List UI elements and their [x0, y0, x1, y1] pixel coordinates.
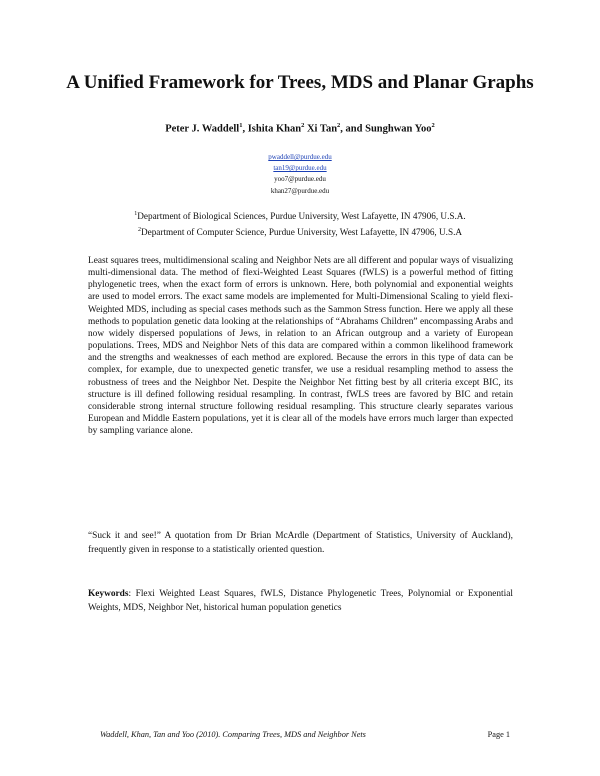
- affiliation-1: [60, 211, 540, 221]
- author-separator: , and: [340, 123, 366, 135]
- author-separator: ,: [242, 123, 248, 135]
- author-name: Sunghwan Yoo: [365, 123, 432, 135]
- affiliation-2: [60, 227, 540, 237]
- author-affiliation-mark: 2: [337, 122, 341, 129]
- epigraph-quote: “Suck it and see!” A quotation from Dr Brian McArdle (Department of Statistics, University of Auckland), frequently given in response to a statistically oriented question.: [88, 531, 513, 555]
- keywords-label: Keywords: [88, 589, 129, 599]
- email-text: yoo7@purdue.edu: [274, 175, 326, 184]
- abstract: Least squares trees, multidimensional scaling and Neighbor Nets are all different and popular ways of visualizing multi-dimensional data. The method of flexi-Weighted Least Squares (fWLS) is a powerful method of fitting phylogenetic trees, when the exact form of errors is unknown. Here, both polynomial and exponential weights are used to model errors. The exact same models are implemented for Multi-Dimensional Scaling to yield flexi-Weighted MDS, including as special cases methods such as the Sammon Stress function. Here we apply all these methods to population genetic data looking at the relationships of “Abrahams Children” encompassing Arabs and now widely dispersed populations of Jews, in relation to an African outgroup and a variety of European populations. Trees, MDS and Neighbor Nets of this data are compared within a common likelihood framework and the strengths and weaknesses of each method are explored. Because the errors in this type of data can be complex, for example, due to unexpected genetic transfer, we use a residual resampling method to assess the robustness of trees and the Neighbor Net. Despite the Neighbor Net fitting best by all criteria except BIC, its structure is ill defined following residual resampling. In contrast, fWLS trees are favored by BIC and retain considerable strong internal structure following residual resampling. This structure clearly separates various European and Middle Eastern populations, yet it is clear all of the models have errors much larger than expected by sampling variance alone.: [88, 256, 513, 437]
- affiliation-text: Department of Biological Sciences, Purdue University, West Lafayette, IN 47906, U.S.A.: [137, 211, 466, 222]
- paper-title: A Unified Framework for Trees, MDS and Planar Graphs: [66, 72, 534, 93]
- author-affiliation-mark: 1: [239, 122, 243, 129]
- author-list: [60, 122, 540, 135]
- email-link[interactable]: tan19@purdue.edu: [273, 164, 327, 173]
- page-number: Page 1: [487, 730, 510, 739]
- page-footer: [100, 730, 510, 739]
- email-text: khan27@purdue.edu: [270, 186, 330, 195]
- author-affiliation-mark: 2: [301, 122, 305, 129]
- author-name: Xi Tan: [306, 123, 338, 135]
- keywords-text: : Flexi Weighted Least Squares, fWLS, Distance Phylogenetic Trees, Polynomial or Exponential Weights, MDS, Neighbor Net, historical human population genetics: [88, 589, 513, 613]
- author-name: Peter J. Waddell: [165, 123, 240, 135]
- affiliation-number: 2: [138, 227, 141, 233]
- email-list: [150, 152, 450, 197]
- email-link[interactable]: pwaddell@purdue.edu: [268, 153, 332, 161]
- footer-citation: Waddell, Khan, Tan and Yoo (2010). Comparing Trees, MDS and Neighbor Nets: [100, 730, 366, 739]
- author-affiliation-mark: 2: [431, 122, 435, 129]
- affiliation-text: Department of Computer Science, Purdue University, West Lafayette, IN 47906, U.S.A: [141, 227, 462, 238]
- author-name: Ishita Khan: [247, 123, 302, 135]
- keywords: [88, 588, 513, 615]
- affiliation-number: 1: [134, 211, 138, 217]
